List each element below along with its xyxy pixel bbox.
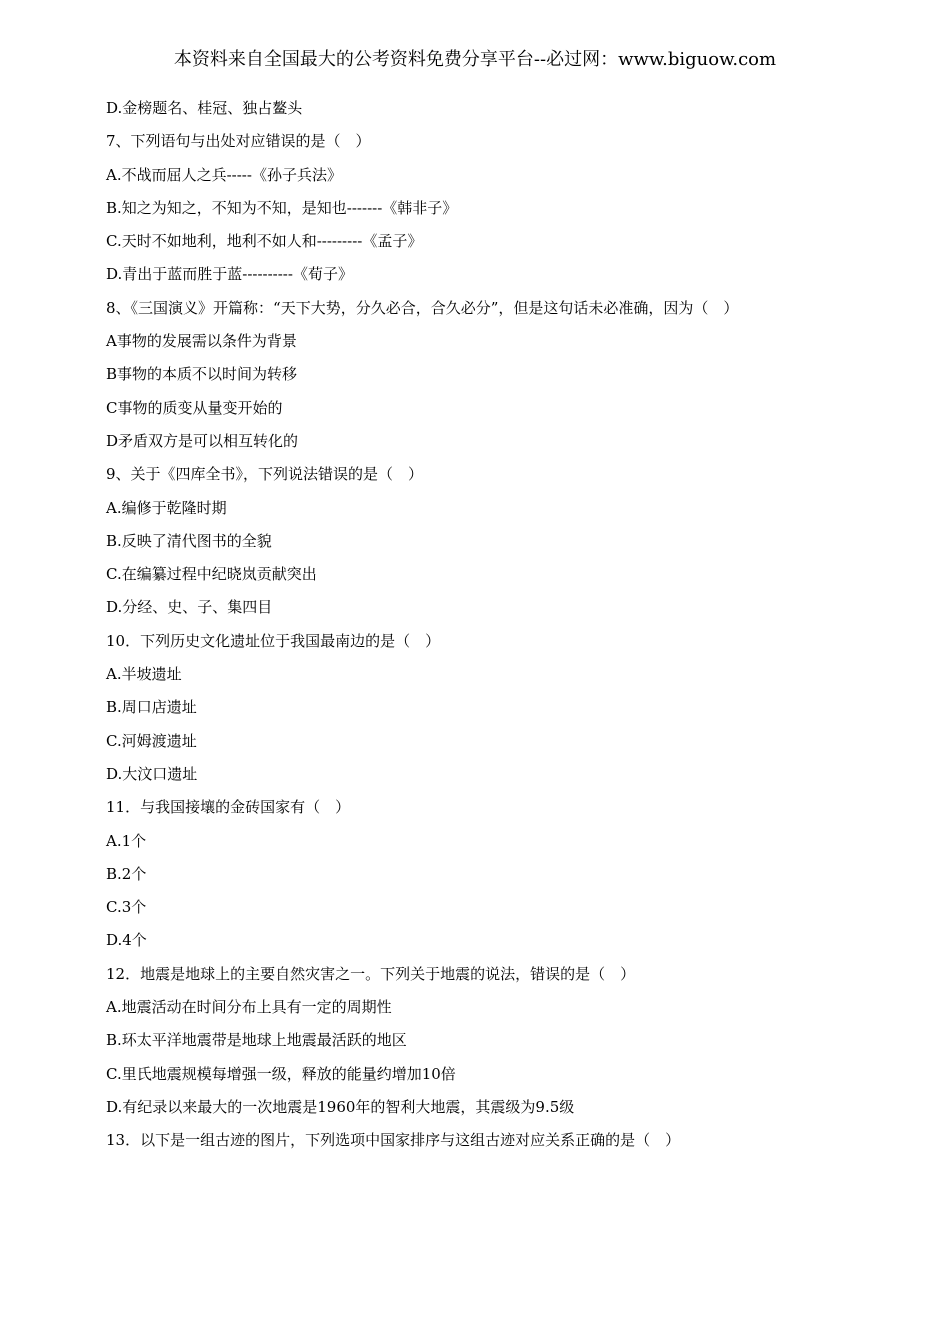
answer-option: A.不战而屈人之兵-----《孙子兵法》 [106, 165, 342, 184]
answer-option: A.半坡遗址 [106, 665, 182, 684]
question-12: 12．地震是地球上的主要自然灾害之一。下列关于地震的说法，错误的是（ ） [106, 964, 636, 983]
question-10: 10．下列历史文化遗址位于我国最南边的是（ ） [106, 631, 441, 650]
answer-option: C.天时不如地利，地利不如人和---------《孟子》 [106, 232, 423, 251]
question-8: 8、《三国演义》开篇称：“天下大势，分久必合，合久必分”，但是这句话未必准确，因为（ ） [106, 298, 739, 317]
question-11: 11．与我国接壤的金砖国家有（ ） [106, 798, 351, 817]
question-9: 9、关于《四库全书》，下列说法错误的是（ ） [106, 465, 424, 484]
answer-option: A事物的发展需以条件为背景 [106, 332, 297, 351]
answer-option: B.2个 [106, 864, 147, 883]
answer-option: A.1个 [106, 831, 147, 850]
answer-option: B事物的本质不以时间为转移 [106, 365, 298, 384]
question-7: 7、下列语句与出处对应错误的是（ ） [106, 132, 371, 151]
question-13: 13．以下是一组古迹的图片，下列选项中国家排序与这组古迹对应关系正确的是（ ） [106, 1131, 681, 1150]
answer-option: A.编修于乾隆时期 [106, 498, 227, 517]
answer-option: B.周口店遗址 [106, 698, 197, 717]
answer-option: D.分经、史、子、集四目 [106, 598, 273, 617]
answer-option: C.3个 [106, 898, 147, 917]
answer-option: B.环太平洋地震带是地球上地震最活跃的地区 [106, 1031, 407, 1050]
answer-option: D.金榜题名、桂冠、独占鳌头 [106, 99, 303, 117]
document-body [106, 92, 846, 1158]
answer-option: D矛盾双方是可以相互转化的 [106, 431, 299, 450]
answer-option: D.大汶口遗址 [106, 764, 198, 783]
page-header: 本资料来自全国最大的公考资料免费分享平台--必过网：www.biguow.com [173, 49, 777, 70]
answer-option: C.在编纂过程中纪晓岚贡献突出 [106, 565, 317, 584]
answer-option: C.河姆渡遗址 [106, 731, 197, 750]
answer-option: A.地震活动在时间分布上具有一定的周期性 [106, 998, 392, 1017]
answer-option: B.知之为知之，不知为不知，是知也-------《韩非子》 [106, 198, 458, 217]
answer-option: D.有纪录以来最大的一次地震是1960年的智利大地震，其震级为9.5级 [106, 1097, 575, 1116]
answer-option: D.4个 [106, 931, 147, 950]
answer-option: C.里氏地震规模每增强一级，释放的能量约增加10倍 [106, 1064, 456, 1083]
answer-option: D.青出于蓝而胜于蓝----------《荀子》 [106, 265, 353, 284]
answer-option: C事物的质变从量变开始的 [106, 398, 283, 417]
answer-option: B.反映了清代图书的全貌 [106, 531, 272, 550]
